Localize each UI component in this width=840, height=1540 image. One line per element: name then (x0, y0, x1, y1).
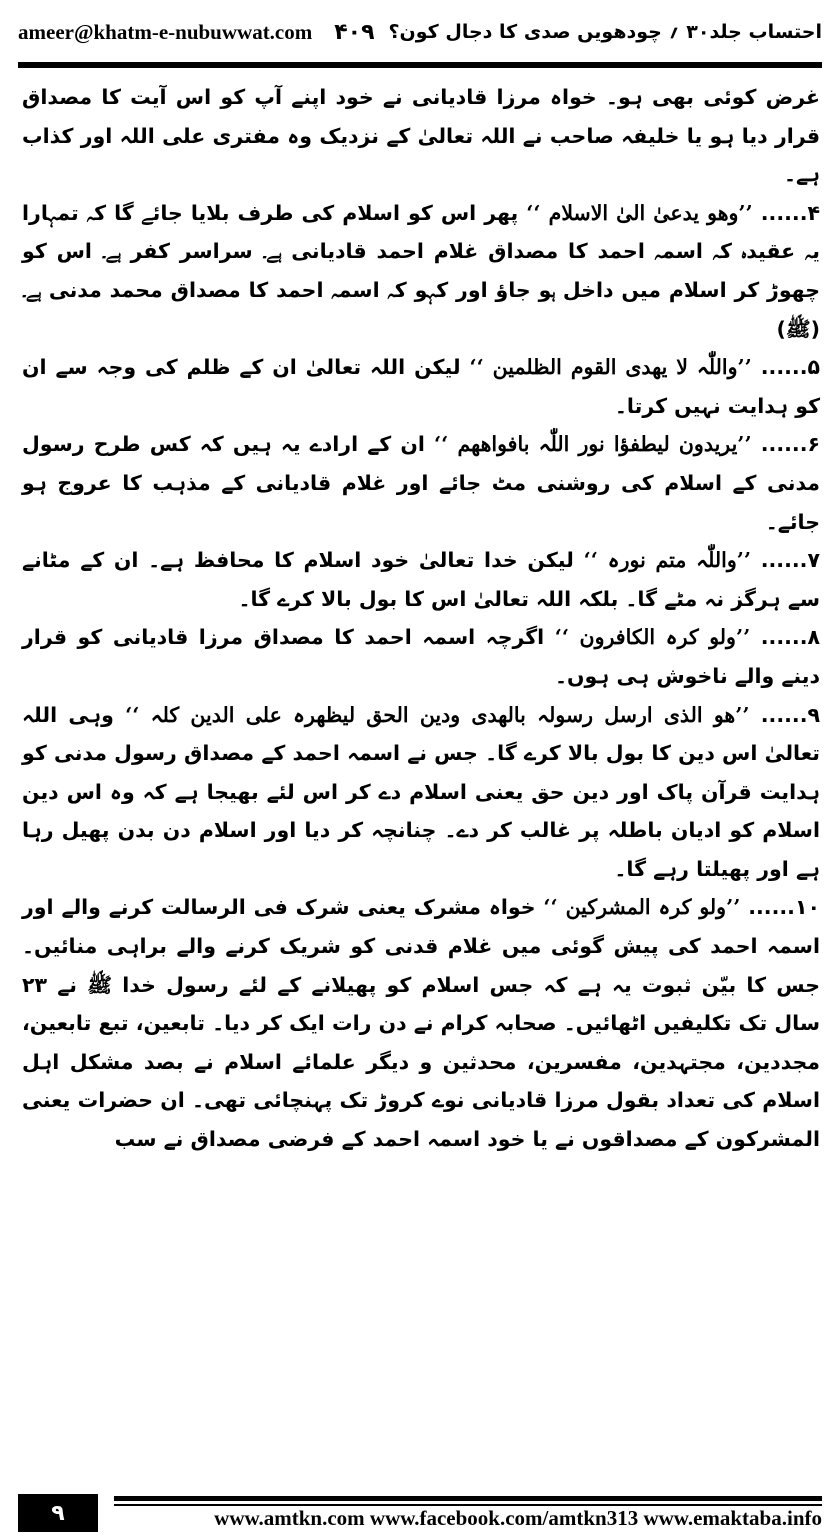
list-item-5 (22, 348, 820, 425)
page-body (22, 78, 820, 1450)
item-number: ۹...... (760, 702, 820, 727)
item-text: لیکن خدا تعالیٰ خود اسلام کا محافظ ہے۔ ان کے مٹانے سے ہرگز نہ مٹے گا۔ بلکہ اللہ تعالیٰ اس کا بول بالا کرے گا۔ (22, 548, 820, 611)
page-footer (18, 1494, 822, 1532)
footer-rule-thick (114, 1496, 822, 1501)
item-quote: ’’وھو یدعیٰ الیٰ الاسلام ‘‘ (526, 200, 753, 225)
item-quote: ’’یریدون لیطفؤا نور اللّٰہ بافواھھم ‘‘ (434, 432, 752, 457)
list-item-8 (22, 618, 820, 695)
paragraph-intro: غرض کوئی بھی ہو۔ خواہ مرزا قادیانی نے خود اپنے آپ کو اس آیت کا مصداق قرار دیا ہو یا خلیفہ صاحب نے اللہ تعالیٰ کے نزدیک وہ مفتری علی اللہ اور کذاب ہے۔ (22, 85, 820, 187)
item-quote: ’’واللّٰہ متم نورہ ‘‘ (583, 548, 751, 573)
footer-page-number: ۹ (18, 1494, 98, 1532)
item-text: خواہ مشرک یعنی شرک فی الرسالت کرنے والے اور اسمہ احمد کی پیش گوئی میں غلام قدنی کو شریک کرنے والے براہی منائیں۔ جس کا بیّن ثبوت یہ ہے کہ جس اسلام کو پھیلانے کے لئے رسول خدا ﷺ نے ۲۳ سال تک تکلیفیں اٹھائیں۔ صحابہ کرام نے دن رات ایک کر دیا۔ تابعین، تبع تابعین، مجددین، مجتہدین، مفسرین، محدثین و دیگر علمائے اسلام نے بصد مشکل اہل اسلام کی تعداد بقول مرزا قادیانی نوے کروڑ تک پہنچائی تھی۔ ان حضرات یعنی المشرکون کے مصداقوں نے یا خود اسمہ احمد کے فرضی مصداق نے سب (22, 895, 820, 1152)
header-rule (18, 62, 822, 68)
item-quote: ’’واللّٰہ لا یھدی القوم الظلمین ‘‘ (469, 355, 752, 380)
item-text: پھر اس کو اسلام کی طرف بلایا جائے گا کہ تمہارا یہ عقیدہ کہ اسمہ احمد کا مصداق غلام احمد قادیانی ہے۔ سراسر کفر ہے۔ اس کو چھوڑ کر اسلام میں داخل ہو جاؤ اور کہو کہ اسمہ احمد کا مصداق محمد مدنی ہے۔(ﷺ) (22, 200, 820, 341)
item-text: لیکن اللہ تعالیٰ ان کے ظلم کی وجہ سے ان کو ہدایت نہیں کرتا۔ (22, 355, 820, 418)
page-header (18, 8, 822, 56)
item-quote: ’’ولو کرہ المشرکین ‘‘ (543, 895, 741, 920)
list-item-6 (22, 425, 820, 541)
item-text: اگرچہ اسمہ احمد کا مصداق مرزا قادیانی کو قرار دینے والے ناخوش ہی ہوں۔ (22, 625, 820, 688)
header-title: احتساب جلد۳۰ ؍ چودھویں صدی کا دجال کون؟ (388, 21, 822, 43)
header-page-number: ۴۰۹ (334, 19, 375, 45)
item-number: ۴...... (760, 200, 820, 225)
item-number: ۷...... (760, 548, 820, 573)
item-text: وہی اللہ تعالیٰ اس دین کا بول بالا کرے گا۔ جس نے اسمہ احمد کے مصداق رسول مدنی کو ہدایت قرآن پاک اور دین حق یعنی اسلام دے کر اس لئے بھیجا ہے کہ وہ اس دین اسلام کو ادیان باطلہ پر غالب کر دے۔ چنانچہ کر دیا اور اسلام دن بدن پھیل رہا ہے اور پھیلتا رہے گا۔ (22, 702, 820, 881)
item-quote: ’’ھو الذی ارسل رسولہ بالھدی ودین الحق لیظھرہ علی الدین کلہ ‘‘ (125, 702, 750, 727)
item-number: ۵...... (760, 355, 821, 380)
item-number: ۶...... (760, 432, 820, 457)
list-item-9 (22, 696, 820, 889)
list-item-10 (22, 888, 820, 1158)
item-text: ان کے ارادے یہ ہیں کہ کس طرح رسول مدنی کے اسلام کی روشنی مٹ جائے اور غلام قادیانی کے مذہب کا عروج ہو جائے۔ (22, 432, 820, 534)
item-number: ۸...... (760, 625, 821, 650)
item-number: ۱۰...... (748, 895, 820, 920)
list-item-4 (22, 194, 820, 348)
item-quote: ’’ولو کرہ الکافرون ‘‘ (554, 625, 751, 650)
footer-links[interactable]: www.amtkn.com www.facebook.com/amtkn313 www.emaktaba.info (214, 1506, 822, 1530)
header-email: ameer@khatm-e-nubuwwat.com (18, 19, 313, 44)
header-right (334, 20, 822, 45)
list-item-7 (22, 541, 820, 618)
